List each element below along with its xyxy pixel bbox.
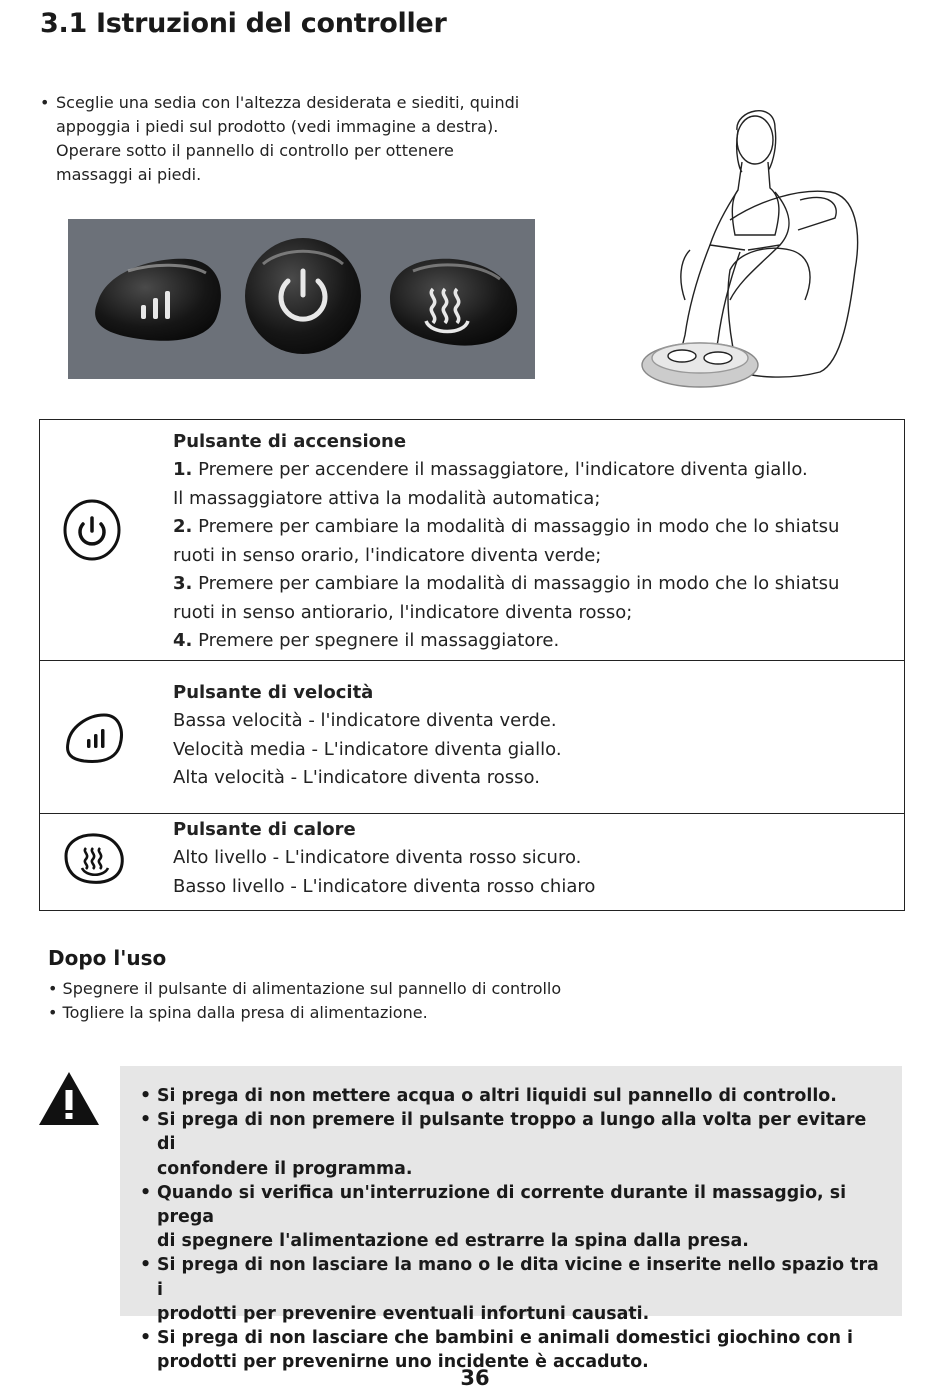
intro-line: appoggia i piedi sul prodotto (vedi immagine a destra). xyxy=(56,117,499,136)
panel-speed-button xyxy=(95,259,221,341)
speed-line: Bassa velocità - l'indicatore diventa verde. xyxy=(173,710,557,731)
speed-line: Alta velocità - L'indicatore diventa rosso. xyxy=(173,767,540,788)
panel-heat-button xyxy=(390,259,517,346)
intro-line: Operare sotto il pannello di controllo per ottenere xyxy=(56,141,454,160)
warning-item: • Si prega di non lasciare la mano o le dita vicine e inserite nello spazio tra i prodotti per prevenire eventuali infortuni causati. xyxy=(140,1255,879,1324)
heat-heading: Pulsante di calore xyxy=(173,819,356,840)
speed-line: Velocità media - L'indicatore diventa giallo. xyxy=(173,738,562,760)
intro-line: Sceglie una sedia con l'altezza desiderata e siediti, quindi xyxy=(56,93,520,112)
power-step: 4. Premere per spegnere il massaggiatore. xyxy=(173,630,560,651)
warning-item: • Si prega di non mettere acqua o altri liquidi sul pannello di controllo. xyxy=(140,1086,837,1106)
power-step: ruoti in senso orario, l'indicatore diventa verde; xyxy=(173,544,602,566)
after-use-title: Dopo l'uso xyxy=(48,946,167,970)
power-step: ruoti in senso antiorario, l'indicatore diventa rosso; xyxy=(173,601,633,623)
after-use-list xyxy=(48,977,561,1025)
intro-line: massaggi ai piedi. xyxy=(56,165,202,184)
power-icon xyxy=(62,498,122,566)
page-title: 3.1 Istruzioni del controller xyxy=(40,8,447,39)
table-row-speed xyxy=(40,661,904,814)
power-step: 1. Premere per accendere il massaggiatore, l'indicatore diventa giallo. xyxy=(173,459,808,480)
warning-item: • Quando si verifica un'interruzione di corrente durante il massaggio, si prega di spegnere l'alimentazione ed estrarre la spina dalla presa. xyxy=(140,1182,847,1252)
power-step: 2. Premere per cambiare la modalità di massaggio in modo che lo shiatsu xyxy=(173,516,840,537)
speed-heading: Pulsante di velocità xyxy=(173,682,374,703)
heat-line: Alto livello - L'indicatore diventa rosso sicuro. xyxy=(173,847,582,868)
panel-power-button xyxy=(245,238,361,354)
heat-line: Basso livello - L'indicatore diventa rosso chiaro xyxy=(173,875,596,897)
intro-paragraph: • Sceglie una sedia con l'altezza desiderata e siediti, quindi appoggia i piedi sul prodotto (vedi immagine a destra). Operare sotto il pannello di controllo per ottenere massaggi ai piedi. xyxy=(40,91,580,187)
buttons-table xyxy=(39,419,905,911)
warning-box xyxy=(120,1066,902,1373)
page-number: 36 xyxy=(460,1366,490,1390)
table-row-power xyxy=(40,420,904,661)
heat-waves-icon xyxy=(62,830,126,890)
list-item: • Togliere la spina dalla presa di alimentazione. xyxy=(48,1003,428,1022)
warning-item: • Si prega di non lasciare che bambini e animali domestici giochino con i prodotti per prevenirne uno incidente è accaduto. xyxy=(140,1328,854,1373)
control-panel-photo xyxy=(68,219,535,379)
warning-item: • Si prega di non premere il pulsante troppo a lungo alla volta per evitare di confondere il programma. xyxy=(140,1110,867,1179)
power-heading: Pulsante di accensione xyxy=(173,431,407,452)
warning-triangle-icon xyxy=(38,1070,100,1130)
table-row-heat xyxy=(40,814,904,910)
list-item: • Spegnere il pulsante di alimentazione sul pannello di controllo xyxy=(48,979,562,998)
power-step: 3. Premere per cambiare la modalità di massaggio in modo che lo shiatsu xyxy=(173,573,840,594)
power-step: Il massaggiatore attiva la modalità automatica; xyxy=(173,487,601,509)
speed-bars-icon xyxy=(62,709,126,769)
woman-seated-illustration xyxy=(630,100,865,400)
